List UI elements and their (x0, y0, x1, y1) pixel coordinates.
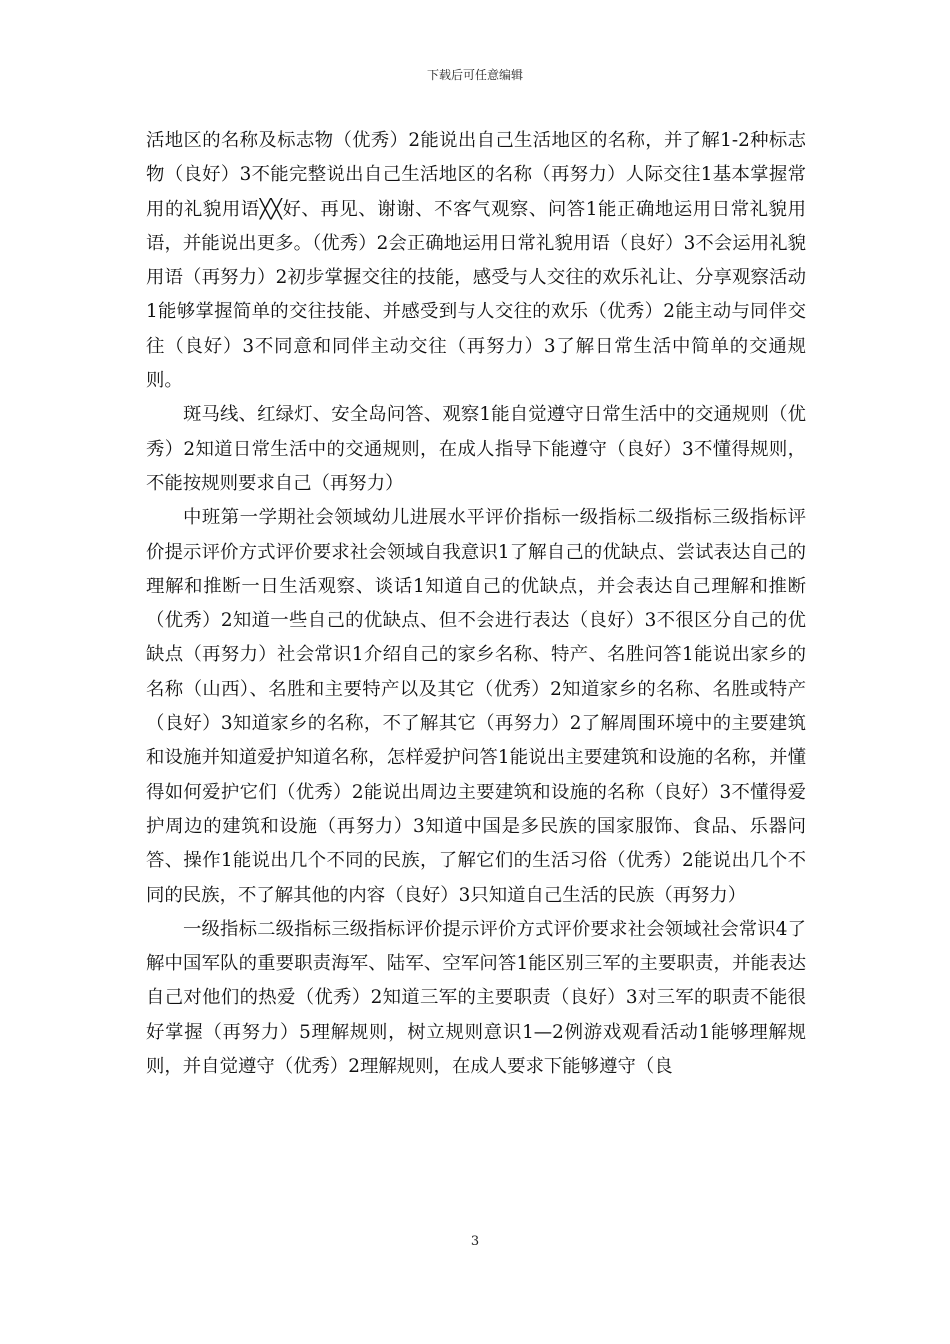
page-header: 下载后可任意编辑 (426, 68, 523, 82)
document-body (146, 124, 806, 1084)
paragraph-1: 活地区的名称及标志物（优秀）2能说出自己生活地区的名称，并了解1-2种标志物（良好）3不能完整说出自己生活地区的名称（再努力）人际交往1基本掌握常用的礼貌用语╳╳好、再见、谢谢、不客气观察、问答1能正确地运用日常礼貌用语，并能说出更多。（优秀）2会正确地运用日常礼貌用语（良好）3不会运用礼貌用语（再努力）2初步掌握交往的技能，感受与人交往的欢乐礼让、分享观察活动1能够掌握简单的交往技能、并感受到与人交往的欢乐（优秀）2能主动与同伴交往（良好）3不同意和同伴主动交往（再努力）3了解日常生活中简单的交通规则。 (146, 130, 806, 392)
page-number: 3 (470, 1234, 480, 1249)
paragraph-4: 一级指标二级指标三级指标评价提示评价方式评价要求社会领域社会常识4了解中国军队的重要职责海军、陆军、空军问答1能区别三军的主要职责，并能表达自己对他们的热爱（优秀）2知道三军的主要职责（良好）3对三军的职责不能很好掌握（再努力）5理解规则，树立规则意识1—2例游戏观看活动1能够理解规则，并自觉遵守（优秀）2理解规则，在成人要求下能够遵守（良 (146, 918, 806, 1078)
paragraph-2: 斑马线、红绿灯、安全岛问答、观察1能自觉遵守日常生活中的交通规则（优秀）2知道日常生活中的交通规则，在成人指导下能遵守（良好）3不懂得规则，不能按规则要求自己（再努力） (146, 404, 806, 494)
paragraph-3: 中班第一学期社会领域幼儿进展水平评价指标一级指标二级指标三级指标评价提示评价方式评价要求社会领域自我意识1了解自己的优缺点、尝试表达自己的理解和推断一日生活观察、谈话1知道自己的优缺点，并会表达自己理解和推断（优秀）2知道一些自己的优缺点、但不会进行表达（良好）3不很区分自己的优缺点（再努力）社会常识1介绍自己的家乡名称、特产、名胜问答1能说出家乡的名称（山西）、名胜和主要特产以及其它（优秀）2知道家乡的名称、名胜或特产（良好）3知道家乡的名称，不了解其它（再努力）2了解周围环境中的主要建筑和设施并知道爱护知道名称，怎样爱护问答1能说出主要建筑和设施的名称，并懂得如何爱护它们（优秀）2能说出周边主要建筑和设施的名称（良好）3不懂得爱护周边的建筑和设施（再努力）3知道中国是多民族的国家服饰、食品、乐器问答、操作1能说出几个不同的民族，了解它们的生活习俗（优秀）2能说出几个不同的民族，不了解其他的内容（良好）3只知道自己生活的民族（再努力） (146, 507, 806, 906)
